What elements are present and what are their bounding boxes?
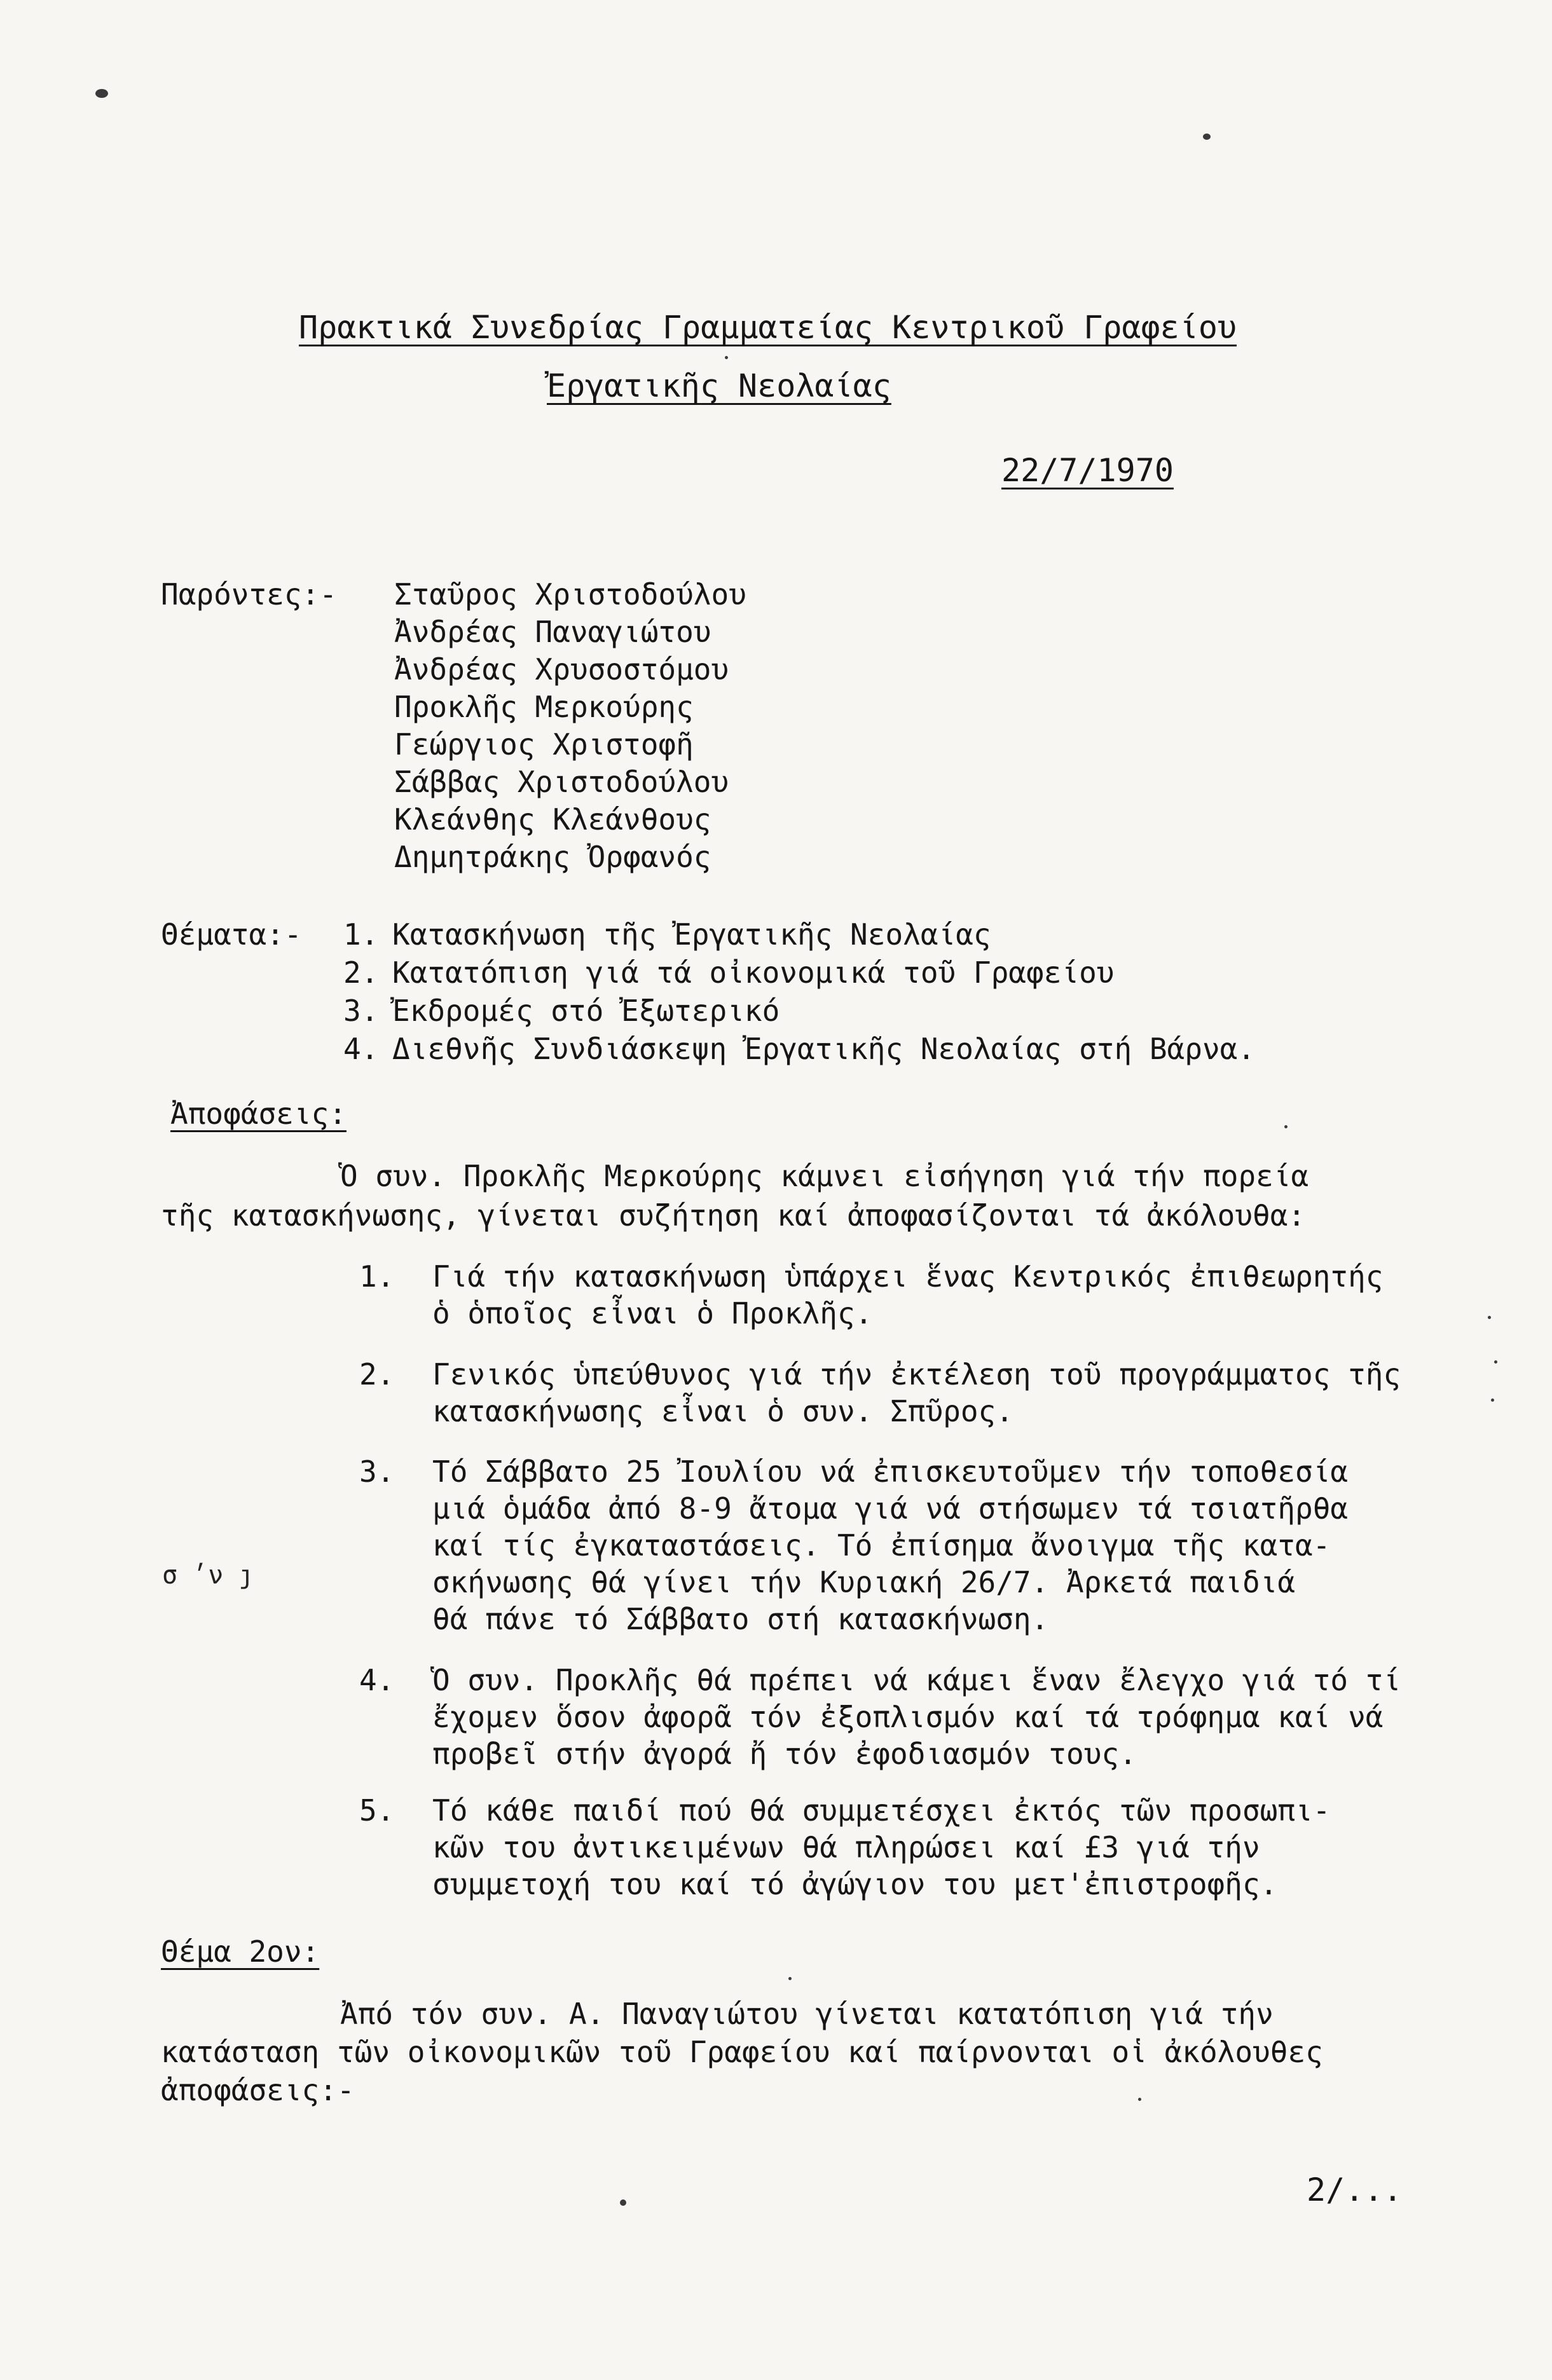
decision-line: συμμετοχή του καί τό ἀγώγιον του μετ'ἐπιστροφῆς. bbox=[432, 1867, 1278, 1901]
attendee-name: Δημητράκης Ὀρφανός bbox=[394, 840, 711, 874]
attendee-name: Σταῦρος Χριστοδούλου bbox=[394, 577, 746, 612]
decisions-intro: τῆς κατασκήνωσης, γίνεται συζήτηση καί ἀποφασίζονται τά ἀκόλουθα: bbox=[161, 1198, 1306, 1233]
scan-speck bbox=[620, 2199, 626, 2206]
decision-line: θά πάνε τό Σάββατο στή κατασκήνωση. bbox=[432, 1602, 1049, 1636]
scan-speck bbox=[1203, 133, 1211, 140]
decision-line: Γιά τήν κατασκήνωση ὑπάρχει ἕνας Κεντρικός ἐπιθεωρητής bbox=[432, 1259, 1384, 1294]
decision-line: καί τίς ἐγκαταστάσεις. Τό ἐπίσημα ἄνοιγμα τῆς κατα- bbox=[432, 1528, 1331, 1563]
decisions-label: Ἀποφάσεις: bbox=[170, 1097, 347, 1131]
topic-number: 4. bbox=[343, 1032, 379, 1066]
decision-line: Ὁ συν. Προκλῆς θά πρέπει νά κάμει ἕναν ἔλεγχο γιά τό τί bbox=[432, 1663, 1401, 1697]
scan-speck bbox=[1494, 1360, 1497, 1364]
decision-line: προβεῖ στήν ἀγορά ἤ τόν ἐφοδιασμόν τους. bbox=[432, 1737, 1137, 1771]
scan-speck bbox=[1138, 2098, 1141, 2101]
topic-text: Κατασκήνωση τῆς Ἐργατικῆς Νεολαίας bbox=[392, 917, 991, 952]
decision-number: 2. bbox=[359, 1357, 395, 1392]
topic2-line: ἀποφάσεις:- bbox=[161, 2073, 355, 2107]
margin-note: σ ׳ν ȷ bbox=[162, 1561, 254, 1590]
scan-speck bbox=[95, 89, 108, 98]
scan-speck bbox=[725, 356, 728, 359]
decision-number: 3. bbox=[359, 1454, 395, 1489]
attendee-name: Κλεάνθης Κλεάνθους bbox=[394, 802, 711, 837]
decision-line: μιά ὁμάδα ἀπό 8-9 ἄτομα γιά νά στήσωμεν τά τσιατῆρθα bbox=[432, 1491, 1349, 1526]
topic-text: Κατατόπιση γιά τά οἰκονομικά τοῦ Γραφείου bbox=[392, 955, 1115, 990]
scan-speck bbox=[1284, 1125, 1288, 1128]
decision-line: Τό κάθε παιδί πού θά συμμετέσχει ἐκτός τῶν προσωπι- bbox=[432, 1793, 1331, 1828]
decision-line: σκήνωσης θά γίνει τήν Κυριακή 26/7. Ἀρκετά παιδιά bbox=[432, 1565, 1296, 1599]
scan-speck bbox=[1488, 1316, 1491, 1319]
decision-number: 1. bbox=[359, 1259, 395, 1294]
attendee-name: Ἀνδρέας Παναγιώτου bbox=[394, 615, 711, 649]
decision-line: Τό Σάββατο 25 Ἰουλίου νά ἐπισκευτοῦμεν τήν τοποθεσία bbox=[432, 1454, 1349, 1489]
scan-speck bbox=[1491, 1399, 1494, 1402]
document-subtitle: Ἐργατικῆς Νεολαίας bbox=[547, 367, 891, 404]
topic-text: Διεθνῆς Συνδιάσκεψη Ἐργατικῆς Νεολαίας στή Βάρνα. bbox=[392, 1032, 1256, 1066]
attendee-name: Προκλῆς Μερκούρης bbox=[394, 690, 694, 724]
attendee-name: Σάββας Χριστοδούλου bbox=[394, 765, 729, 799]
decision-number: 5. bbox=[359, 1793, 395, 1828]
attendees-label: Παρόντες:- bbox=[161, 577, 337, 612]
document-date: 22/7/1970 bbox=[1001, 452, 1174, 489]
topic2-label: Θέμα 2ον: bbox=[161, 1934, 320, 1969]
topic-text: Ἐκδρομές στό Ἐξωτερικό bbox=[392, 994, 780, 1028]
scan-speck bbox=[788, 1977, 792, 1980]
decision-line: ἔχομεν ὅσον ἀφορᾶ τόν ἐξοπλισμόν καί τά τρόφημα καί νά bbox=[432, 1700, 1384, 1734]
page-continuation-marker: 2/... bbox=[1307, 2171, 1403, 2208]
attendee-name: Γεώργιος Χριστοφῆ bbox=[394, 727, 694, 762]
decision-number: 4. bbox=[359, 1663, 395, 1697]
topic-number: 3. bbox=[343, 994, 379, 1028]
attendee-name: Ἀνδρέας Χρυσοστόμου bbox=[394, 652, 729, 687]
decision-line: ὁ ὁποῖος εἶναι ὁ Προκλῆς. bbox=[432, 1296, 873, 1330]
topic2-line: Ἀπό τόν συν. Α. Παναγιώτου γίνεται κατατόπιση γιά τήν bbox=[340, 1997, 1274, 2031]
decision-line: κατασκήνωσης εἶναι ὁ συν. Σπῦρος. bbox=[432, 1394, 1013, 1428]
decision-line: Γενικός ὑπεύθυνος γιά τήν ἐκτέλεση τοῦ προγράμματος τῆς bbox=[432, 1357, 1401, 1392]
topic-number: 2. bbox=[343, 955, 379, 990]
topic2-line: κατάσταση τῶν οἰκονομικῶν τοῦ Γραφείου καί παίρνονται οἱ ἀκόλουθες bbox=[161, 2035, 1323, 2069]
decision-line: κῶν του ἀντικειμένων θά πληρώσει καί £3 γιά τήν bbox=[432, 1830, 1260, 1864]
document-title: Πρακτικά Συνεδρίας Γραμματείας Κεντρικοῦ Γραφείου bbox=[299, 309, 1237, 346]
topic-number: 1. bbox=[343, 917, 379, 952]
decisions-intro: Ὁ συν. Προκλῆς Μερκούρης κάμνει εἰσήγηση γιά τήν πορεία bbox=[340, 1159, 1309, 1193]
topics-label: Θέματα:- bbox=[161, 917, 302, 952]
